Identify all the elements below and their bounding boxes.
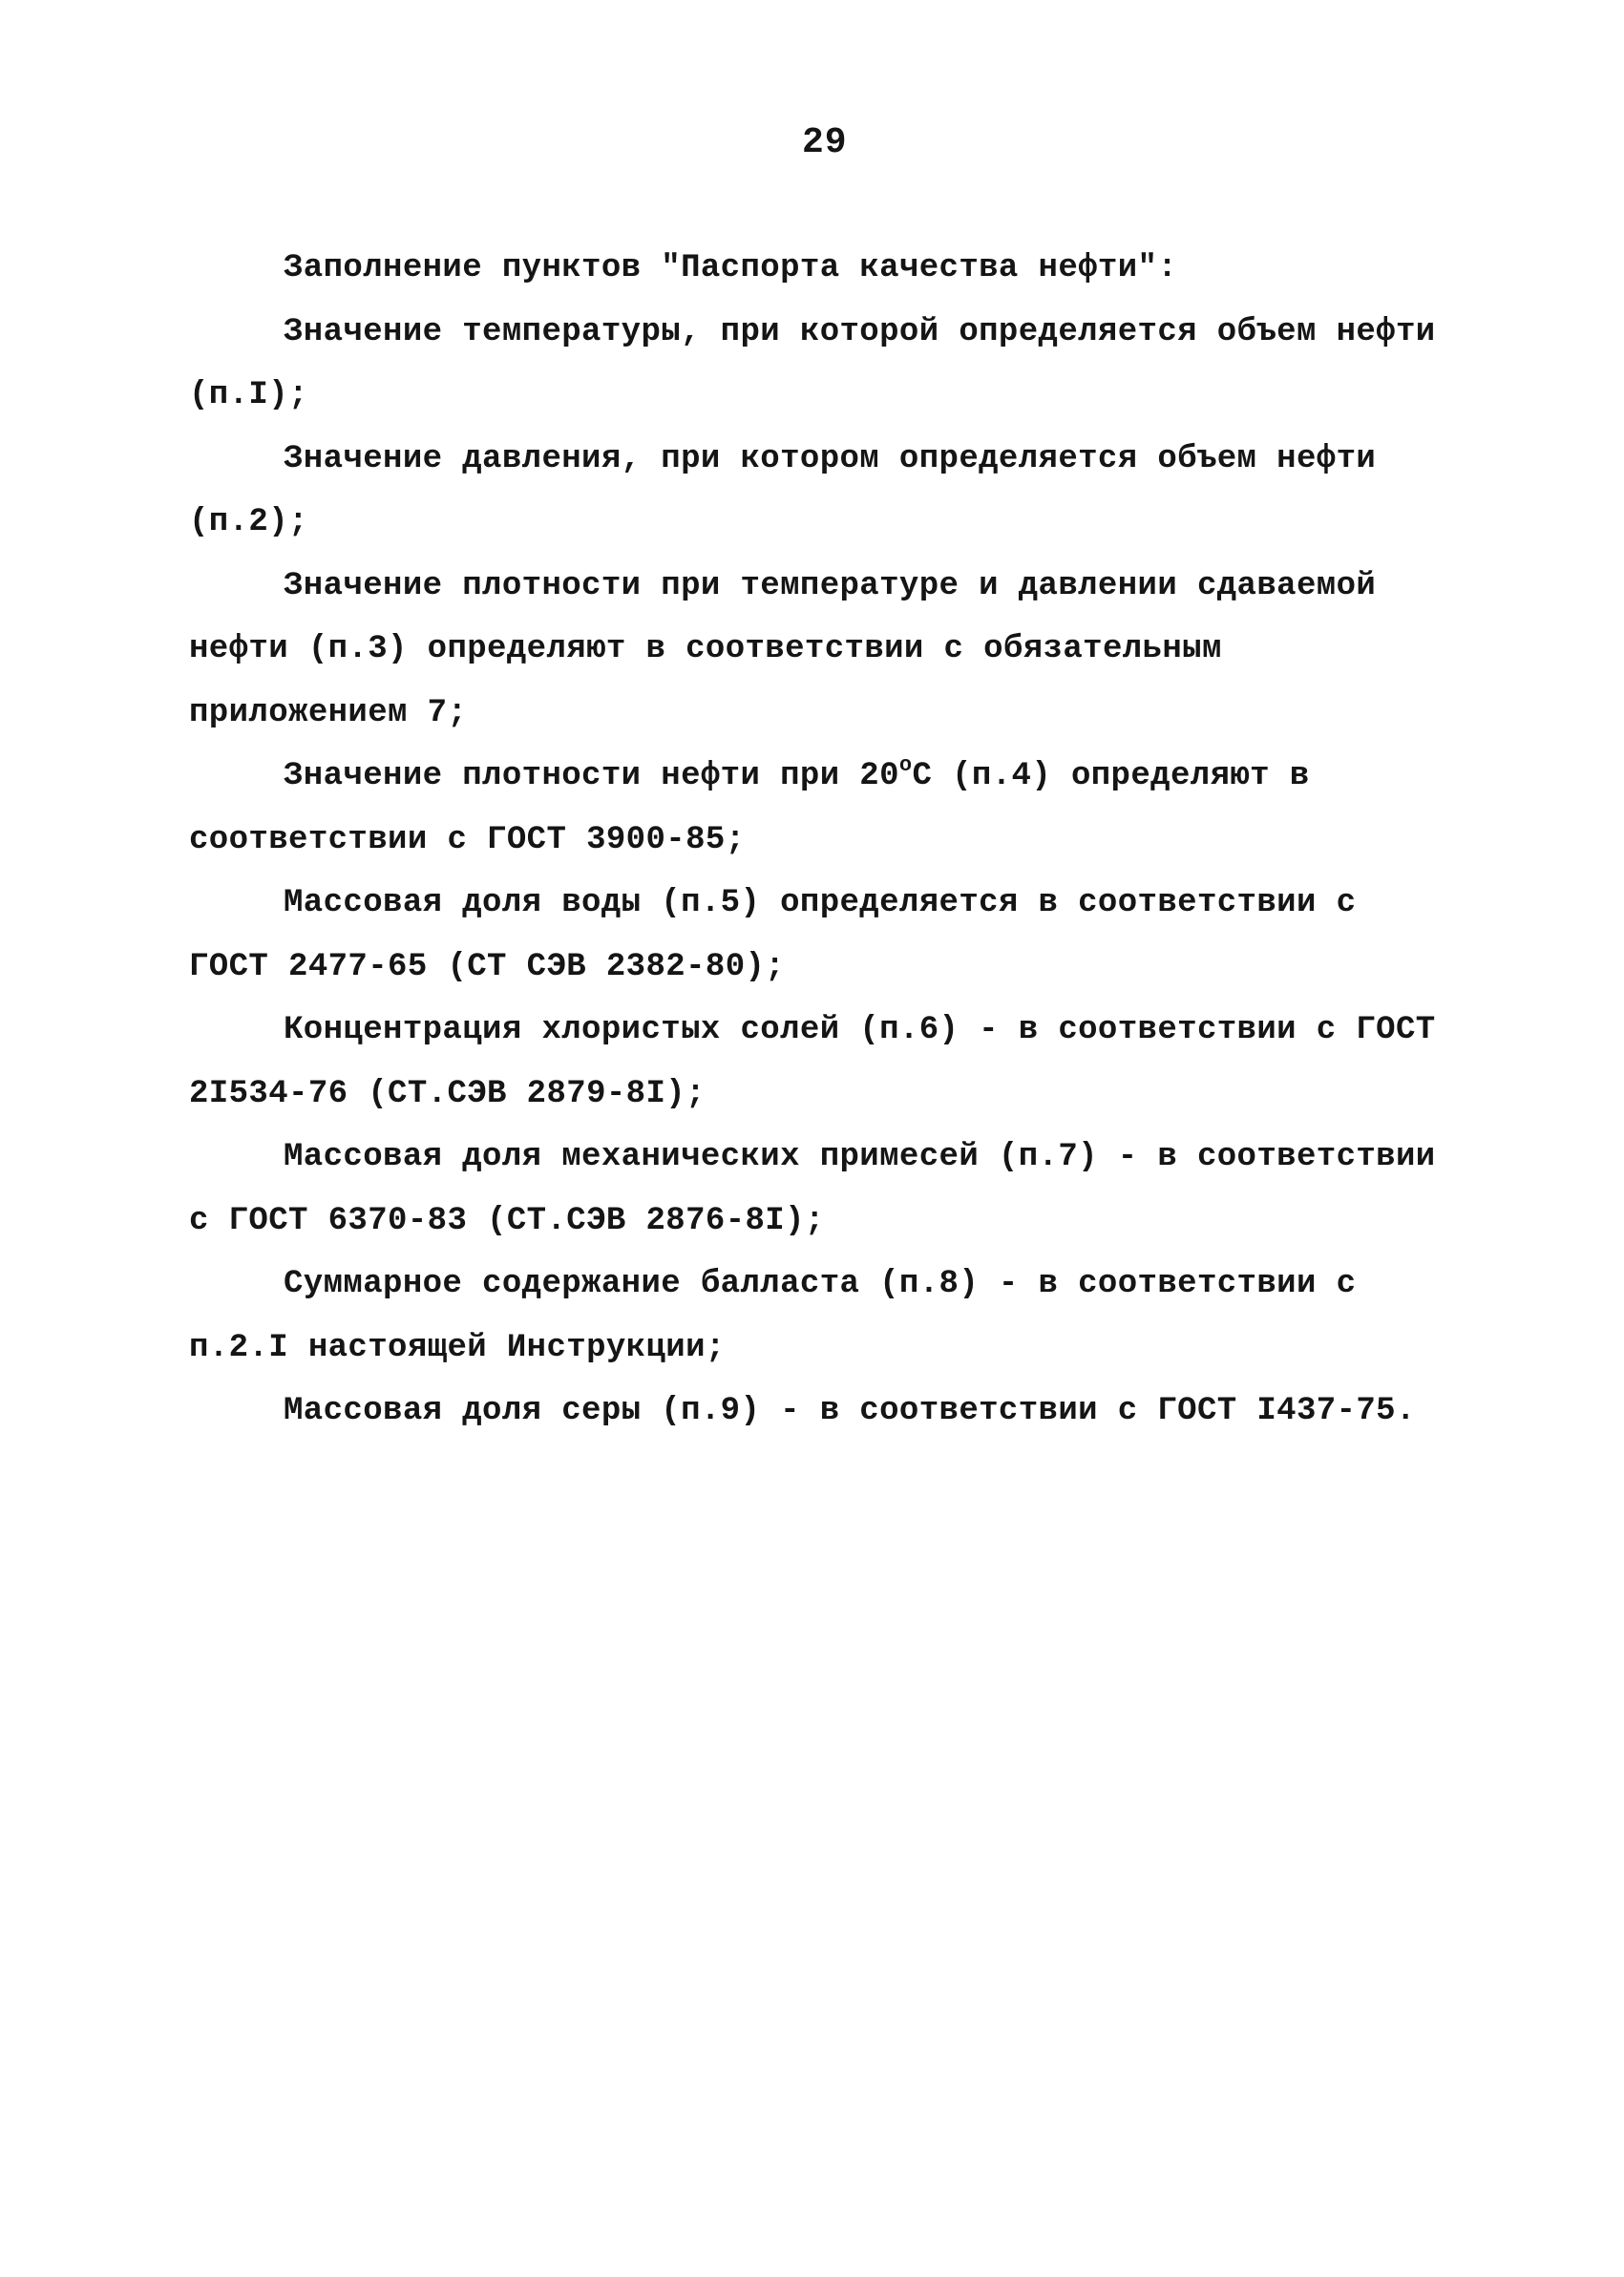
paragraph-text: Массовая доля воды (п.5) определяется в соответствии с ГОСТ 2477-65 (СТ СЭВ 2382-80); bbox=[189, 885, 1377, 985]
paragraph-item-6 bbox=[189, 999, 1456, 1126]
paragraph-text: Массовая доля механических примесей (п.7) - в соответствии с ГОСТ 6370-83 (СТ.СЭВ 2876-8I); bbox=[189, 1139, 1456, 1239]
paragraph-item-1 bbox=[189, 301, 1456, 428]
paragraph-item-3 bbox=[189, 555, 1440, 746]
paragraph-text: Значение плотности при температуре и давлении сдаваемой нефти (п.3) определяют в соответствии с обязательным приложением 7; bbox=[189, 567, 1396, 731]
paragraph-text: Заполнение пунктов "Паспорта качества нефти": bbox=[284, 250, 1178, 286]
paragraph-text: Концентрация хлористых солей (п.6) - в соответствии с ГОСТ 2I534-76 (СТ.СЭВ 2879-8I); bbox=[189, 1012, 1456, 1112]
paragraph-text: Значение температуры, при которой определяется объем нефти (п.I); bbox=[189, 313, 1456, 413]
paragraph-text: Массовая доля серы (п.9) - в соответствии с ГОСТ I437-75. bbox=[284, 1393, 1416, 1429]
document-body bbox=[189, 237, 1456, 1444]
paragraph-text-before: Значение плотности нефти при 20 bbox=[284, 758, 899, 794]
paragraph-item-4 bbox=[189, 745, 1440, 872]
paragraph-item-7 bbox=[189, 1126, 1456, 1253]
paragraph-text-after: С (п.4) определяют в соответствии с ГОСТ 3900-85; bbox=[189, 758, 1330, 858]
paragraph-item-2 bbox=[189, 428, 1440, 555]
paragraph-item-8 bbox=[189, 1253, 1440, 1380]
degree-superscript: o bbox=[898, 753, 913, 777]
paragraph-text: Суммарное содержание балласта (п.8) - в соответствии с п.2.I настоящей Инструкции; bbox=[189, 1266, 1377, 1366]
paragraph-intro bbox=[189, 237, 1440, 301]
paragraph-item-9 bbox=[189, 1380, 1440, 1444]
paragraph-item-5 bbox=[189, 872, 1440, 999]
page-number: 29 bbox=[802, 122, 848, 163]
paragraph-text: Значение давления, при котором определяется объем нефти (п.2); bbox=[189, 440, 1396, 540]
